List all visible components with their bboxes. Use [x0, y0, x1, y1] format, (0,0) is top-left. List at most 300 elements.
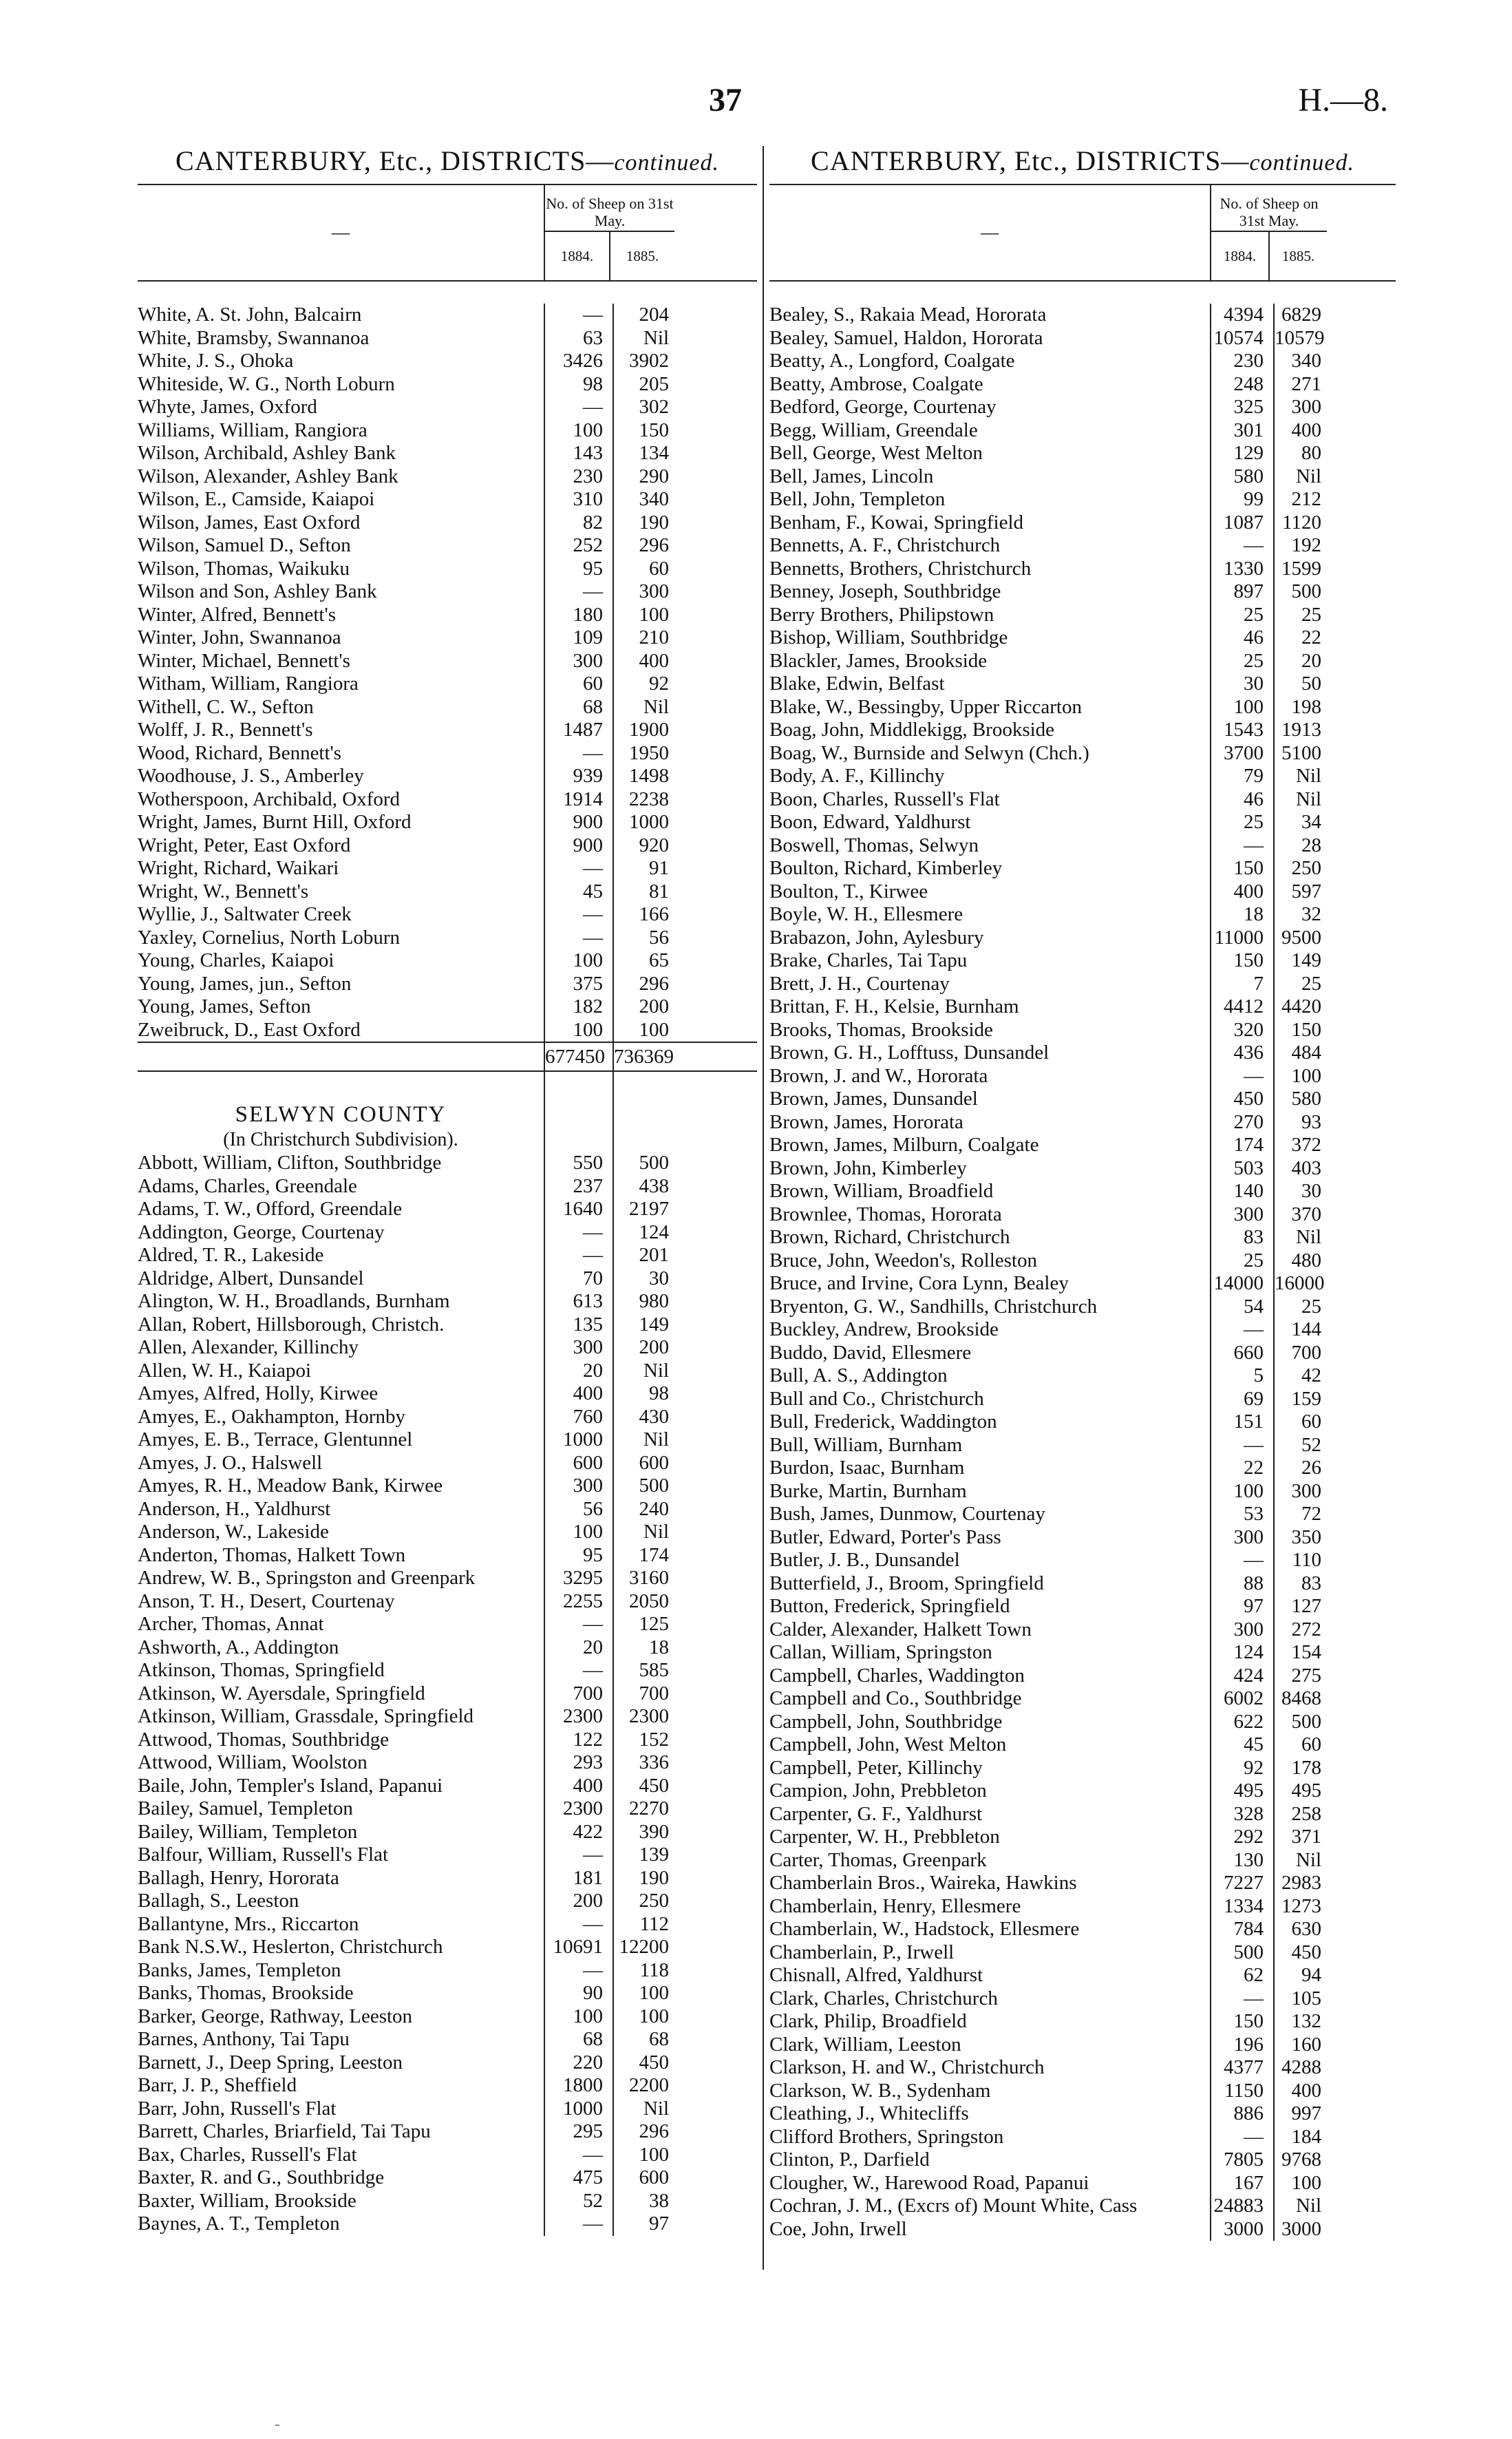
sheep-1885: 275 — [1273, 1665, 1327, 1688]
table-row — [769, 742, 1396, 766]
entry-name: Addington, George, Courtenay — [138, 1221, 385, 1243]
table-row — [769, 650, 1396, 673]
page-mark — [275, 2425, 279, 2426]
entry-name: Allen, W. H., Kaiapoi — [138, 1359, 312, 1382]
entry-name: Bell, George, West Melton — [769, 442, 983, 464]
table-row — [138, 1152, 757, 1175]
sheep-1884: 95 — [544, 1544, 613, 1567]
sheep-1884: 4412 — [1210, 995, 1273, 1019]
table-row — [138, 903, 757, 927]
entry-name: Carpenter, G. F., Yaldhurst — [769, 1802, 983, 1825]
sheep-1884: — — [544, 304, 613, 327]
entry-name: Adams, T. W., Offord, Greendale — [138, 1198, 403, 1220]
table-row — [138, 1797, 757, 1821]
entry-name: Button, Frederick, Springfield — [769, 1595, 1010, 1617]
entry-name: Aldred, T. R., Lakeside — [138, 1244, 324, 1266]
entry-name: Wright, Richard, Waikari — [138, 857, 339, 879]
sheep-1884: 25 — [1210, 604, 1273, 627]
total-1884: 677450 — [544, 1043, 613, 1070]
sheep-1884: 100 — [544, 1019, 613, 1042]
table-row — [769, 327, 1396, 350]
entry-name: Bull and Co., Christchurch — [769, 1387, 984, 1410]
table-row — [769, 1687, 1396, 1711]
right-table-body — [769, 282, 1396, 2241]
sheep-1884: 53 — [1210, 1503, 1273, 1526]
table-row — [769, 1572, 1396, 1596]
entry-name: Brown, James, Dunsandel — [769, 1088, 978, 1110]
entry-name: Bull, Frederick, Waddington — [769, 1411, 997, 1433]
sheep-1884: — — [1210, 1434, 1273, 1457]
table-row — [138, 973, 757, 996]
sheep-1884: 54 — [1210, 1296, 1273, 1319]
sheep-1885: 149 — [1273, 949, 1327, 973]
table-row — [138, 304, 757, 327]
entry-name: Buckley, Andrew, Brookside — [769, 1318, 999, 1340]
sheep-1885: 300 — [1273, 396, 1327, 419]
table-row — [769, 1941, 1396, 1965]
table-row — [138, 511, 757, 535]
sheep-1885: 100 — [613, 604, 674, 627]
sheep-1884: 295 — [544, 2120, 613, 2144]
sheep-1885: 212 — [1273, 488, 1327, 511]
sheep-1885: 150 — [613, 419, 674, 443]
sheep-1885: 22 — [1273, 626, 1327, 650]
entry-name: Allan, Robert, Hillsborough, Christch. — [138, 1313, 445, 1335]
table-row — [769, 419, 1396, 443]
entry-name: Campbell, John, Southbridge — [769, 1710, 1003, 1733]
sheep-1884: 46 — [1210, 626, 1273, 650]
sheep-1884: 83 — [1210, 1226, 1273, 1249]
sheep-1885: Nil — [1273, 765, 1327, 788]
entry-name: Winter, Alfred, Bennett's — [138, 603, 336, 626]
sheep-1884: 99 — [1210, 488, 1273, 511]
entry-name: Wilson, Samuel D., Sefton — [138, 534, 351, 556]
sheep-1885: 997 — [1273, 2102, 1327, 2126]
sheep-1885: 3000 — [1273, 2218, 1327, 2241]
sheep-1884: 196 — [1210, 2034, 1273, 2057]
table-row — [769, 696, 1396, 719]
sheep-1884: 100 — [1210, 696, 1273, 719]
table-row — [769, 1157, 1396, 1181]
sheep-1885: 32 — [1273, 903, 1327, 927]
sheep-1884: 2300 — [544, 1797, 613, 1821]
right-header-name-cell: — — [981, 222, 999, 242]
sheep-1885: 450 — [1273, 1941, 1327, 1965]
sheep-1884: 270 — [1210, 1111, 1273, 1134]
sheep-1885: 450 — [613, 1775, 674, 1798]
entry-name: Boon, Edward, Yaldhurst — [769, 811, 971, 833]
entry-name: White, J. S., Ohoka — [138, 350, 294, 372]
table-row — [769, 1803, 1396, 1826]
sheep-1884: 600 — [544, 1452, 613, 1475]
table-row — [769, 396, 1396, 419]
sheep-1884: 88 — [1210, 1572, 1273, 1596]
entry-name: Boag, John, Middlekigg, Brookside — [769, 719, 1055, 741]
table-row — [138, 580, 757, 604]
entry-name: Bedford, George, Courtenay — [769, 396, 997, 418]
sheep-1884: — — [544, 1844, 613, 1867]
entry-name: Wolff, J. R., Bennett's — [138, 719, 313, 741]
table-row — [769, 949, 1396, 973]
entry-name: Brittan, F. H., Kelsie, Burnham — [769, 995, 1019, 1017]
table-row — [769, 927, 1396, 950]
sheep-1885: 2300 — [613, 1705, 674, 1729]
sheep-1884: 939 — [544, 765, 613, 788]
sheep-1884: — — [544, 1659, 613, 1682]
sheep-1884: 181 — [544, 1867, 613, 1890]
sheep-1885: 83 — [1273, 1572, 1327, 1596]
entry-name: Clark, William, Leeston — [769, 2033, 961, 2056]
entry-name: Cleathing, J., Whitecliffs — [769, 2102, 969, 2124]
entry-name: Boulton, Richard, Kimberley — [769, 857, 1003, 879]
entry-name: Ballagh, S., Leeston — [138, 1890, 299, 1912]
sheep-1884: 7 — [1210, 973, 1273, 996]
table-row — [138, 673, 757, 696]
table-row — [769, 2218, 1396, 2241]
sheep-1884: 503 — [1210, 1157, 1273, 1181]
right-title-text: CANTERBURY, Etc., DISTRICTS— — [811, 145, 1250, 176]
sheep-1884: — — [544, 903, 613, 927]
table-row — [769, 1226, 1396, 1249]
sheep-1884: — — [544, 742, 613, 766]
sheep-1884: 63 — [544, 327, 613, 350]
sheep-1884: 300 — [1210, 1203, 1273, 1227]
table-row — [138, 1751, 757, 1775]
sheep-1885: 134 — [613, 442, 674, 465]
table-row — [138, 1360, 757, 1383]
table-row — [138, 1313, 757, 1337]
sheep-1885: 290 — [613, 465, 674, 489]
sheep-1885: 100 — [613, 2005, 674, 2029]
table-row — [769, 1849, 1396, 1872]
sheep-1884: 100 — [544, 419, 613, 443]
entry-name: Amyes, Alfred, Holly, Kirwee — [138, 1382, 379, 1404]
right-title-continued: continued. — [1249, 150, 1354, 176]
right-column — [769, 145, 1396, 2241]
sheep-1885: 1000 — [613, 811, 674, 834]
table-row — [769, 1411, 1396, 1434]
entry-name: Wright, Peter, East Oxford — [138, 834, 351, 856]
entry-name: Wilson, James, East Oxford — [138, 511, 361, 534]
sheep-1885: 112 — [613, 1913, 674, 1936]
table-row — [138, 2098, 757, 2121]
sheep-1884: 1000 — [544, 1428, 613, 1452]
sheep-1884: 760 — [544, 1406, 613, 1429]
sheep-1884: 25 — [1210, 1249, 1273, 1273]
sheep-1885: 430 — [613, 1406, 674, 1429]
table-row — [138, 742, 757, 766]
sheep-1885: 190 — [613, 1867, 674, 1890]
table-row — [769, 1388, 1396, 1411]
sheep-1884: 550 — [544, 1152, 613, 1175]
sheep-1884: 97 — [1210, 1595, 1273, 1618]
entry-name: Baxter, R. and G., Southbridge — [138, 2166, 385, 2188]
entry-name: Chamberlain Bros., Waireka, Hawkins — [769, 1872, 1077, 1894]
table-row — [138, 1521, 757, 1544]
table-row — [138, 1198, 757, 1221]
sheep-1885: 350 — [1273, 1526, 1327, 1550]
entry-name: Benham, F., Kowai, Springfield — [769, 511, 1023, 534]
sheep-1884: 1640 — [544, 1198, 613, 1221]
sheep-1884: 230 — [544, 465, 613, 489]
sheep-1884: 3700 — [1210, 742, 1273, 766]
sheep-1885: 60 — [613, 558, 674, 581]
sheep-1885: 92 — [613, 673, 674, 696]
entry-name: Benney, Joseph, Southbridge — [769, 580, 1001, 602]
sheep-1885: 9768 — [1273, 2148, 1327, 2172]
left-column-title — [138, 145, 757, 177]
entry-name: Boyle, W. H., Ellesmere — [769, 903, 963, 925]
sheep-1885: 580 — [1273, 1088, 1327, 1111]
total-row — [138, 1042, 757, 1072]
sheep-1885: 296 — [613, 973, 674, 996]
sheep-1884: 130 — [1210, 1849, 1273, 1872]
table-row — [138, 2120, 757, 2144]
entry-name: Burdon, Isaac, Burnham — [769, 1457, 965, 1479]
table-row — [138, 927, 757, 950]
sheep-1884: 143 — [544, 442, 613, 465]
sheep-1885: 8468 — [1273, 1687, 1327, 1711]
entry-name: Butler, J. B., Dunsandel — [769, 1549, 960, 1571]
table-row — [138, 811, 757, 834]
entry-name: Banks, James, Templeton — [138, 1958, 341, 1981]
entry-name: Bruce, John, Weedon's, Rolleston — [769, 1249, 1037, 1271]
entry-name: Abbott, William, Clifton, Southbridge — [138, 1152, 442, 1174]
sheep-1884: 200 — [544, 1890, 613, 1913]
entry-name: Bush, James, Dunmow, Courtenay — [769, 1503, 1045, 1525]
table-row — [138, 1336, 757, 1360]
table-row — [769, 2010, 1396, 2034]
table-row — [138, 834, 757, 858]
entry-name: Winter, Michael, Bennett's — [138, 649, 350, 672]
sheep-1885: 201 — [613, 1244, 674, 1267]
entry-name: Clifford Brothers, Springston — [769, 2125, 1004, 2148]
sheep-1885: 10579 — [1273, 327, 1327, 350]
sheep-1884: — — [544, 857, 613, 880]
county-subheading: (In Christchurch Subdivision). — [223, 1129, 458, 1150]
sheep-1884: — — [1210, 1065, 1273, 1088]
sheep-1885: 16000 — [1273, 1272, 1327, 1296]
sheep-1885: 2238 — [613, 788, 674, 812]
sheep-1884: 182 — [544, 995, 613, 1019]
sheep-1885: Nil — [613, 696, 674, 719]
entry-name: White, Bramsby, Swannanoa — [138, 326, 370, 349]
right-header-year-1884: 1884. — [1223, 247, 1257, 264]
sheep-1884: 237 — [544, 1175, 613, 1199]
table-row — [138, 2144, 757, 2167]
sheep-1884: 400 — [544, 1382, 613, 1406]
sheep-1885: 9500 — [1273, 927, 1327, 950]
sheep-1884: 6002 — [1210, 1687, 1273, 1711]
sheep-1885: 100 — [1273, 2172, 1327, 2195]
sheep-1884: 109 — [544, 626, 613, 650]
table-row — [769, 1757, 1396, 1780]
sheep-1885: 400 — [1273, 2080, 1327, 2103]
entry-name: Bennetts, A. F., Christchurch — [769, 534, 1001, 556]
sheep-1884: 475 — [544, 2166, 613, 2190]
entry-name: Atkinson, William, Grassdale, Springfield — [138, 1705, 474, 1727]
entry-name: Bank N.S.W., Heslerton, Christchurch — [138, 1936, 443, 1958]
sheep-1885: 2197 — [613, 1198, 674, 1221]
table-row — [138, 1613, 757, 1636]
sheep-1885: 174 — [613, 1544, 674, 1567]
table-row — [769, 1318, 1396, 1342]
sheep-1885: 1498 — [613, 765, 674, 788]
sheep-1884: 1150 — [1210, 2080, 1273, 2103]
sheep-1885: 4420 — [1273, 995, 1327, 1019]
sheep-1885: 3160 — [613, 1567, 674, 1590]
sheep-1885: Nil — [613, 1360, 674, 1383]
sheep-1884: 150 — [1210, 949, 1273, 973]
entry-name: Brown, James, Milburn, Coalgate — [769, 1134, 1039, 1156]
sheep-1884: 68 — [544, 696, 613, 719]
table-row — [138, 1682, 757, 1706]
sheep-1885: 1120 — [1273, 511, 1327, 535]
table-row — [769, 903, 1396, 927]
sheep-1885: 1273 — [1273, 1895, 1327, 1919]
sheep-1885: 302 — [613, 396, 674, 419]
sheep-1885: 700 — [1273, 1342, 1327, 1365]
sheep-1884: — — [544, 1221, 613, 1245]
entry-name: Andrew, W. B., Springston and Greenpark — [138, 1567, 476, 1589]
table-row — [138, 327, 757, 350]
entry-name: Chamberlain, Henry, Ellesmere — [769, 1894, 1021, 1917]
sheep-1884: — — [544, 927, 613, 950]
sheep-1885: Nil — [613, 1521, 674, 1544]
right-header-year-1885: 1885. — [1268, 232, 1327, 280]
table-row — [769, 1134, 1396, 1157]
entry-name: Wilson and Son, Ashley Bank — [138, 580, 377, 602]
sheep-1884: 660 — [1210, 1342, 1273, 1365]
sheep-1884: 46 — [1210, 788, 1273, 812]
sheep-1884: 70 — [544, 1267, 613, 1291]
entry-name: Brake, Charles, Tai Tapu — [769, 949, 968, 971]
sheep-1884: 3000 — [1210, 2218, 1273, 2241]
left-table-body — [138, 282, 757, 2236]
sheep-1884: 174 — [1210, 1134, 1273, 1157]
sheep-1884: — — [1210, 1987, 1273, 2011]
table-row — [138, 604, 757, 627]
table-row — [769, 442, 1396, 465]
sheep-1884: — — [544, 580, 613, 604]
entry-name: Wright, W., Bennett's — [138, 880, 309, 902]
entry-name: Bealey, S., Rakaia Mead, Hororata — [769, 304, 1047, 326]
table-row — [769, 765, 1396, 788]
table-row — [138, 880, 757, 904]
sheep-1884: — — [1210, 1549, 1273, 1572]
entry-name: Brown, William, Broadfield — [769, 1180, 994, 1202]
entry-name: Zweibruck, D., East Oxford — [138, 1018, 361, 1041]
sheep-1885: Nil — [1273, 1226, 1327, 1249]
table-row — [138, 626, 757, 650]
table-row — [138, 488, 757, 511]
sheep-1884: 325 — [1210, 396, 1273, 419]
sheep-1884: 1487 — [544, 719, 613, 742]
entry-name: Chamberlain, P., Irwell — [769, 1941, 955, 1963]
sheep-1884: 495 — [1210, 1780, 1273, 1803]
sheep-1884: — — [544, 2144, 613, 2167]
entry-name: Baile, John, Templer's Island, Papanui — [138, 1774, 443, 1797]
left-title-continued: continued. — [614, 150, 719, 176]
entry-name: Brown, J. and W., Hororata — [769, 1064, 988, 1087]
entry-name: Clarkson, H. and W., Christchurch — [769, 2056, 1045, 2078]
entry-name: Buddo, David, Ellesmere — [769, 1341, 972, 1364]
table-row — [138, 2028, 757, 2051]
entry-name: Adams, Charles, Greendale — [138, 1174, 357, 1197]
sheep-1884: 14000 — [1210, 1272, 1273, 1296]
sheep-1885: 100 — [1273, 1065, 1327, 1088]
entry-name: Wyllie, J., Saltwater Creek — [138, 903, 352, 925]
sheep-1885: 200 — [613, 995, 674, 1019]
entry-name: Bell, John, Templeton — [769, 488, 946, 510]
table-row — [138, 2005, 757, 2029]
entry-name: Chisnall, Alfred, Yaldhurst — [769, 1964, 983, 1986]
entry-name: Bull, William, Burnham — [769, 1433, 963, 1456]
table-row — [769, 511, 1396, 535]
sheep-1885: 250 — [613, 1890, 674, 1913]
entry-name: Butler, Edward, Porter's Pass — [769, 1525, 1001, 1548]
sheep-1885: 98 — [613, 1382, 674, 1406]
table-row — [138, 2074, 757, 2098]
sheep-1885: 105 — [1273, 1987, 1327, 2011]
sheep-1884: 10574 — [1210, 327, 1273, 350]
sheep-1884: 10691 — [544, 1936, 613, 1959]
entry-name: Brown, Richard, Christchurch — [769, 1226, 1010, 1248]
sheep-1885: 300 — [613, 580, 674, 604]
table-row — [138, 1567, 757, 1590]
entry-name: Clark, Philip, Broadfield — [769, 2010, 967, 2032]
sheep-1885: 495 — [1273, 1780, 1327, 1803]
sheep-1884: 18 — [1210, 903, 1273, 927]
sheep-1885: 25 — [1273, 973, 1327, 996]
left-header-year-1885: 1885. — [609, 232, 674, 280]
left-header-year-1884: 1884. — [560, 247, 594, 264]
sheep-1885: 585 — [613, 1659, 674, 1682]
sheep-1885: 42 — [1273, 1364, 1327, 1388]
sheep-1884: 20 — [544, 1636, 613, 1660]
left-header-name-cell: — — [332, 222, 350, 242]
sheep-1885: 250 — [1273, 857, 1327, 880]
sheep-1885: 50 — [1273, 673, 1327, 696]
sheep-1885: 600 — [613, 1452, 674, 1475]
table-row — [138, 1982, 757, 2005]
entry-name: Coe, John, Irwell — [769, 2217, 907, 2240]
table-row — [138, 442, 757, 465]
sheep-1885: 296 — [613, 2120, 674, 2144]
entry-name: Baxter, William, Brookside — [138, 2189, 356, 2212]
entry-name: Boulton, T., Kirwee — [769, 880, 928, 902]
sheep-1884: 151 — [1210, 1411, 1273, 1434]
sheep-1884: 25 — [1210, 650, 1273, 673]
entry-name: Wilson, Archibald, Ashley Bank — [138, 442, 396, 464]
sheep-1885: 34 — [1273, 811, 1327, 834]
page-number: 37 — [709, 82, 742, 118]
entry-name: Barr, John, Russell's Flat — [138, 2097, 337, 2120]
entry-name: Young, Charles, Kaiapoi — [138, 949, 334, 971]
table-row — [769, 2172, 1396, 2195]
entry-name: Allen, Alexander, Killinchy — [138, 1336, 359, 1358]
entry-name: Whyte, James, Oxford — [138, 396, 317, 418]
sheep-1884: 20 — [544, 1360, 613, 1383]
entry-name: Atkinson, Thomas, Springfield — [138, 1659, 385, 1681]
entry-name: Wilson, Alexander, Ashley Bank — [138, 465, 398, 487]
sheep-1885: Nil — [613, 2098, 674, 2121]
table-row — [138, 1290, 757, 1313]
sheep-1885: 80 — [1273, 442, 1327, 465]
sheep-1885: 597 — [1273, 880, 1327, 904]
sheep-1885: 500 — [1273, 580, 1327, 604]
table-row — [769, 995, 1396, 1019]
